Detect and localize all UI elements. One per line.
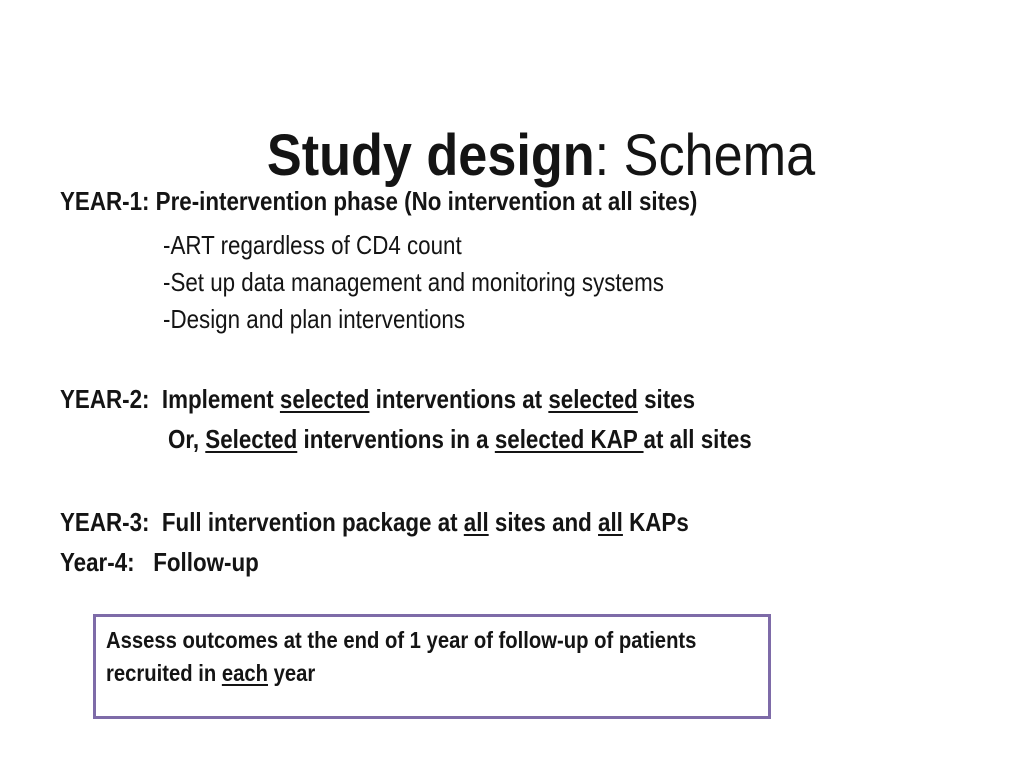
underlined-text: all [598, 507, 623, 537]
slide-title-rest: : Schema [594, 122, 816, 188]
underlined-text: selected [279, 384, 370, 414]
year1-item-art: -ART regardless of CD4 count [163, 230, 462, 260]
underlined-text: selected KAP [494, 424, 644, 454]
slide-title-bold: Study design [266, 122, 595, 188]
text-segment: sites and [488, 507, 599, 537]
text-segment: YEAR-3: Full intervention package at [60, 507, 464, 537]
year4-heading: Year-4: Follow-up [60, 547, 259, 577]
text-segment: year [268, 660, 316, 687]
text-segment: Or, [168, 424, 206, 454]
text-segment: recruited in [106, 660, 222, 687]
year3-heading [60, 508, 689, 538]
callout-box [93, 614, 771, 719]
text-segment: interventions at [369, 384, 549, 414]
underlined-text: Selected [205, 424, 298, 454]
year2-line1 [60, 385, 695, 415]
slide-title [51, 60, 973, 251]
text-segment: Assess outcomes at the end of 1 year of follow-up of patients [106, 627, 697, 653]
year1-item-design-plan: -Design and plan interventions [163, 304, 466, 334]
underlined-text: selected [548, 384, 638, 414]
underlined-text: each [221, 660, 269, 687]
text-segment: interventions in a [297, 424, 495, 454]
callout-line-2 [106, 657, 680, 690]
year1-item-data-management: -Set up data management and monitoring systems [163, 267, 664, 297]
text-segment: KAPs [622, 507, 689, 537]
text-segment: YEAR-2: Implement [60, 384, 280, 414]
year1-heading: YEAR-1: Pre-intervention phase (No intervention at all sites) [60, 186, 698, 216]
text-segment: at all sites [643, 424, 752, 454]
year2-line2 [168, 425, 752, 455]
callout-line-1 [106, 624, 697, 657]
text-segment: sites [637, 384, 696, 414]
underlined-text: all [463, 507, 489, 537]
